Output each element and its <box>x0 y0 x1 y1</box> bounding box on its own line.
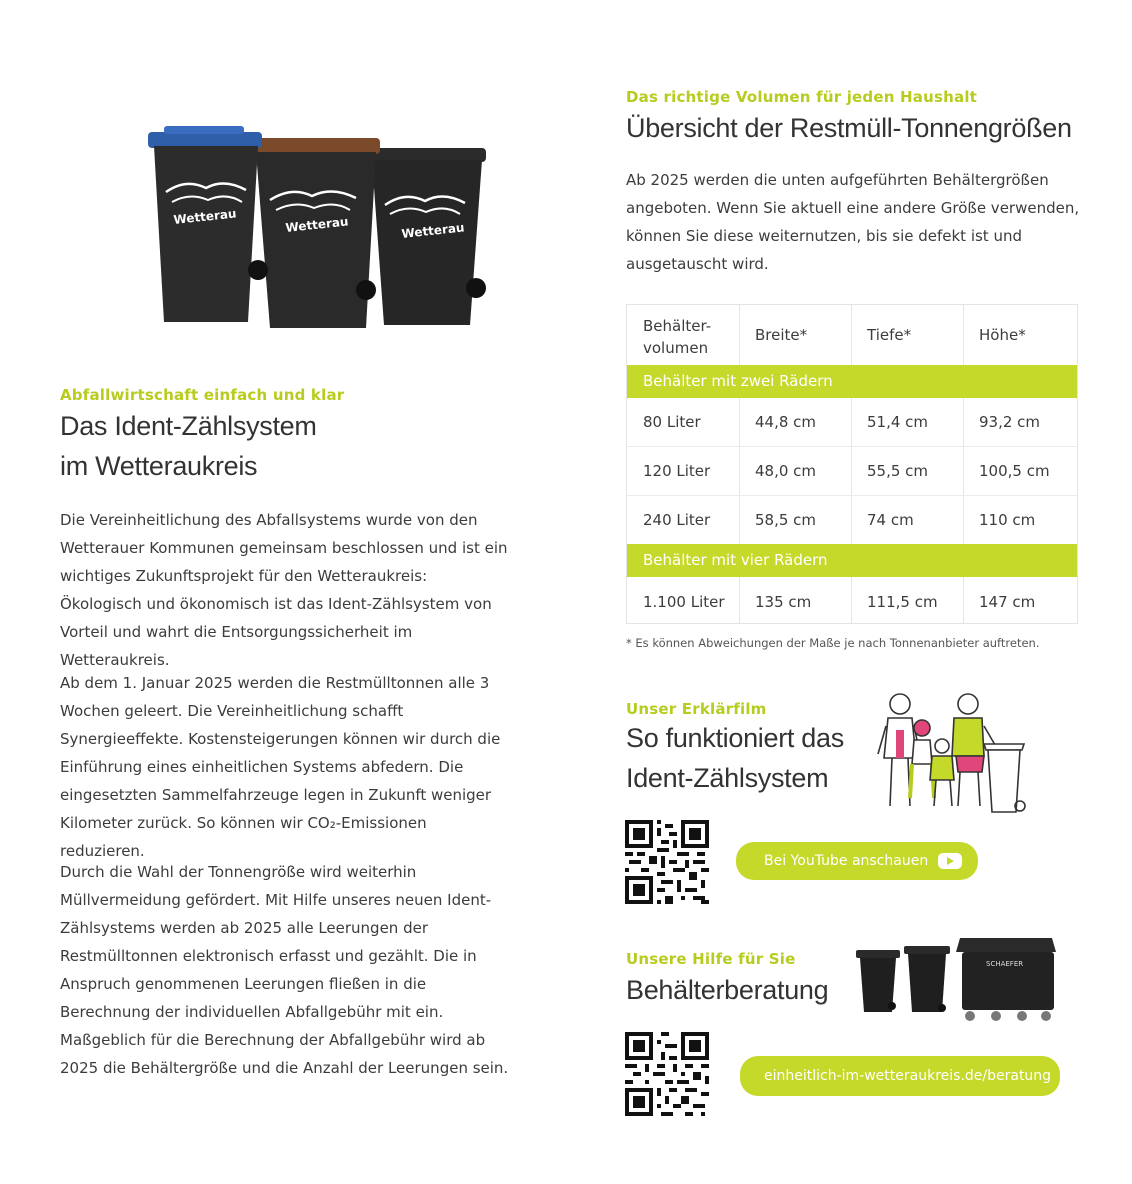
cell-width: 44,8 cm <box>755 413 817 431</box>
header-volume: Behälter- volumen <box>643 317 712 357</box>
table-row <box>627 577 1077 623</box>
black-bin <box>368 148 486 325</box>
left-paragraph-1: Die Vereinheitlichung des Abfallsystems wurde von den Wetterauer Kommunen gemeinsam beschlossen und ist ein wichtiges Zukunftsprojekt für den Wetteraukreis: Ökologisch und ökonomisch ist das Ident-Zählsystem von Vorteil und wahrt die Entsorgungssicherheit im Wetteraukreis. <box>60 511 508 669</box>
table-footnote: * Es können Abweichungen der Maße je nach Tonnenanbieter auftreten. <box>626 636 1040 650</box>
cell-volume: 120 Liter <box>643 462 711 480</box>
containers-image <box>852 932 1062 1024</box>
svg-text:SCHAEFER: SCHAEFER <box>986 960 1024 968</box>
cell-depth: 74 cm <box>867 511 914 529</box>
beratung-link-button[interactable] <box>740 1056 1060 1096</box>
film-overline: Unser Erklärfilm <box>626 700 767 718</box>
table-header <box>627 305 1077 365</box>
left-heading-line1: Das Ident-Zählsystem <box>60 411 317 441</box>
cell-volume: 80 Liter <box>643 413 701 431</box>
bin-size-table <box>626 304 1078 624</box>
cell-height: 93,2 cm <box>979 413 1041 431</box>
youtube-button-label: Bei YouTube anschauen <box>764 853 929 869</box>
cell-width: 135 cm <box>755 593 812 611</box>
film-heading <box>626 718 844 798</box>
right-heading: Übersicht der Restmüll-Tonnengrößen <box>626 113 1072 143</box>
cell-height: 110 cm <box>979 511 1036 529</box>
left-heading-line2: im Wetteraukreis <box>60 451 258 481</box>
svg-text:Wetterau: Wetterau <box>284 214 350 235</box>
cell-volume: 240 Liter <box>643 511 711 529</box>
header-depth: Tiefe* <box>867 326 912 344</box>
header-height: Höhe* <box>979 326 1026 344</box>
cell-depth: 55,5 cm <box>867 462 929 480</box>
cell-width: 58,5 cm <box>755 511 817 529</box>
beratung-link-label: einheitlich-im-wetteraukreis.de/beratung <box>764 1068 1052 1084</box>
family-illustration <box>860 686 1032 826</box>
cell-width: 48,0 cm <box>755 462 817 480</box>
left-heading <box>60 406 317 486</box>
header-width: Breite* <box>755 326 808 344</box>
cell-depth: 51,4 cm <box>867 413 929 431</box>
svg-text:Wetterau: Wetterau <box>172 206 238 227</box>
brown-bin <box>250 138 380 328</box>
waste-bins-image <box>140 120 500 335</box>
left-paragraph-2: Ab dem 1. Januar 2025 werden die Restmülltonnen alle 3 Wochen geleert. Die Vereinheitlichung schafft Synergieeffekte. Kostensteigerungen können wir durch die Einführung eines einheitlichen Systems abfedern. Die eingesetzten Sammelfahrzeuge legen in Zukunft weniger Kilometer zurück. So können wir CO₂-Emissionen reduzieren. <box>60 674 501 860</box>
table-row <box>627 496 1077 544</box>
right-overline: Das richtige Volumen für jeden Haushalt <box>626 88 978 106</box>
table-row <box>627 447 1077 495</box>
left-paragraph-3: Durch die Wahl der Tonnengröße wird weiterhin Müllvermeidung gefördert. Mit Hilfe unseres neuen Ident-Zählsystems werden ab 2025 alle Leerungen der Restmülltonnen elektronisch erfasst und gezählt. Die in Anspruch genommenen Leerungen fließen in die Berechnung der individuellen Abfallgebühr mit ein. Maßgeblich für die Berechnung der Abfallgebühr wird ab 2025 die Behältergröße und die Anzahl der Leerungen sein. <box>60 863 509 1077</box>
group-two-wheels: Behälter mit zwei Rädern <box>627 365 1077 398</box>
film-heading-line2: Ident-Zählsystem <box>626 763 829 793</box>
youtube-qr-code[interactable] <box>625 820 709 904</box>
youtube-button[interactable] <box>736 842 978 880</box>
left-overline: Abfallwirtschaft einfach und klar <box>60 386 345 404</box>
help-overline: Unsere Hilfe für Sie <box>626 950 796 968</box>
cell-volume: 1.100 Liter <box>643 593 725 611</box>
cell-height: 147 cm <box>979 593 1036 611</box>
cell-height: 100,5 cm <box>979 462 1050 480</box>
help-heading: Behälterberatung <box>626 975 829 1005</box>
blue-bin <box>148 126 268 322</box>
film-heading-line1: So funktioniert das <box>626 723 844 753</box>
group-four-wheels: Behälter mit vier Rädern <box>627 544 1077 577</box>
table-row <box>627 398 1077 446</box>
svg-text:Wetterau: Wetterau <box>400 220 466 241</box>
cell-depth: 111,5 cm <box>867 593 938 611</box>
beratung-qr-code[interactable] <box>625 1032 709 1116</box>
right-intro: Ab 2025 werden die unten aufgeführten Behältergrößen angeboten. Wenn Sie aktuell eine andere Größe verwenden, können Sie diese weiternutzen, bis sie defekt ist und ausgetauscht wird. <box>626 171 1080 273</box>
play-icon <box>938 853 962 869</box>
